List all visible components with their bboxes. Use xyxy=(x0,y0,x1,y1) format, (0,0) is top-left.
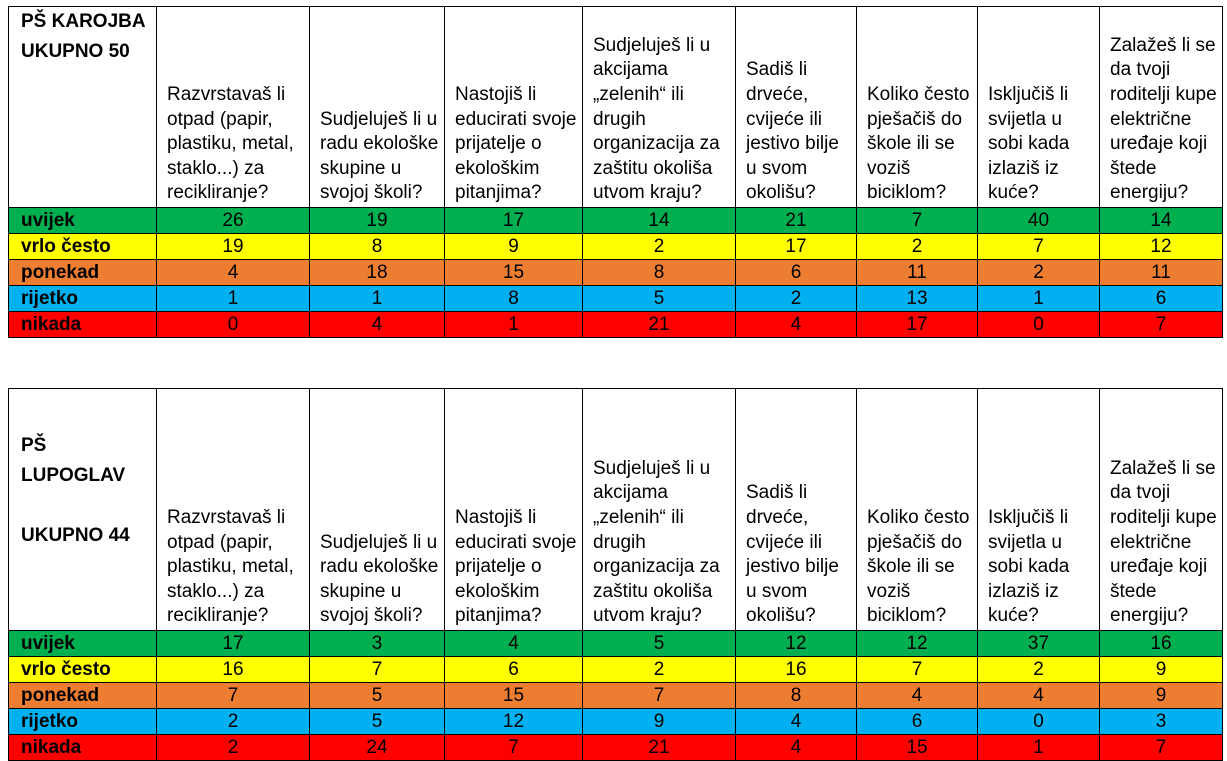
value-cell: 9 xyxy=(445,234,583,260)
value-cell: 7 xyxy=(445,735,583,761)
value-cell: 4 xyxy=(978,683,1100,709)
question-header: Sadiš li drveće, cvijeće ili jestivo bilje u svom okolišu? xyxy=(736,7,857,208)
value-cell: 17 xyxy=(857,312,978,338)
value-cell: 5 xyxy=(583,631,736,657)
value-cell: 1 xyxy=(978,735,1100,761)
value-cell: 0 xyxy=(978,312,1100,338)
value-cell: 2 xyxy=(583,657,736,683)
question-header: Nastojiš li educirati svoje prijatelje o ekološkim pitanjima? xyxy=(445,7,583,208)
question-header: Nastojiš li educirati svoje prijatelje o ekološkim pitanjima? xyxy=(445,389,583,631)
row-rijetko xyxy=(9,286,1223,312)
value-cell: 16 xyxy=(1100,631,1223,657)
value-cell: 5 xyxy=(583,286,736,312)
value-cell: 14 xyxy=(1100,208,1223,234)
row-ponekad xyxy=(9,260,1223,286)
value-cell: 6 xyxy=(1100,286,1223,312)
row-nikada xyxy=(9,735,1223,761)
value-cell: 1 xyxy=(157,286,310,312)
question-header: Sudjeluješ li u radu ekološke skupine u svojoj školi? xyxy=(310,389,445,631)
row-label: nikada xyxy=(9,735,157,761)
row-label: ponekad xyxy=(9,683,157,709)
value-cell: 5 xyxy=(310,683,445,709)
row-label: vrlo često xyxy=(9,657,157,683)
value-cell: 11 xyxy=(1100,260,1223,286)
question-header: Koliko često pješačiš do škole ili se voziš biciklom? xyxy=(857,389,978,631)
value-cell: 3 xyxy=(310,631,445,657)
value-cell: 7 xyxy=(157,683,310,709)
question-header: Sudjeluješ li u akcijama „zelenih“ ili drugih organizacija za zaštitu okoliša utvom kraju? xyxy=(583,389,736,631)
value-cell: 4 xyxy=(736,735,857,761)
value-cell: 37 xyxy=(978,631,1100,657)
value-cell: 9 xyxy=(1100,683,1223,709)
value-cell: 6 xyxy=(736,260,857,286)
value-cell: 12 xyxy=(857,631,978,657)
value-cell: 2 xyxy=(583,234,736,260)
value-cell: 12 xyxy=(445,709,583,735)
row-uvijek xyxy=(9,631,1223,657)
value-cell: 6 xyxy=(857,709,978,735)
question-header: Isključiš li svijetla u sobi kada izlaziš iz kuće? xyxy=(978,389,1100,631)
question-header: Sadiš li drveće, cvijeće ili jestivo bilje u svom okolišu? xyxy=(736,389,857,631)
value-cell: 4 xyxy=(736,312,857,338)
school-cell xyxy=(9,389,157,631)
value-cell: 4 xyxy=(736,709,857,735)
value-cell: 12 xyxy=(1100,234,1223,260)
value-cell: 19 xyxy=(157,234,310,260)
value-cell: 1 xyxy=(445,312,583,338)
value-cell: 8 xyxy=(445,286,583,312)
row-vrlo-cesto xyxy=(9,234,1223,260)
question-header: Zalažeš li se da tvoji roditelji kupe električne uređaje koji štede energiju? xyxy=(1100,389,1223,631)
value-cell: 21 xyxy=(736,208,857,234)
survey-table-karojba xyxy=(8,6,1223,338)
survey-table-lupoglav xyxy=(8,388,1223,761)
question-header: Razvrstavaš li otpad (papir, plastiku, metal, staklo...) za recikliranje? xyxy=(157,7,310,208)
question-header: Sudjeluješ li u radu ekološke skupine u svojoj školi? xyxy=(310,7,445,208)
value-cell: 7 xyxy=(1100,312,1223,338)
school-name: PŠ KAROJBA xyxy=(21,11,146,32)
value-cell: 9 xyxy=(1100,657,1223,683)
value-cell: 2 xyxy=(157,709,310,735)
value-cell: 14 xyxy=(583,208,736,234)
value-cell: 8 xyxy=(310,234,445,260)
row-label: rijetko xyxy=(9,286,157,312)
value-cell: 16 xyxy=(157,657,310,683)
question-header: Zalažeš li se da tvoji roditelji kupe električne uređaje koji štede energiju? xyxy=(1100,7,1223,208)
question-header: Razvrstavaš li otpad (papir, plastiku, metal, staklo...) za recikliranje? xyxy=(157,389,310,631)
value-cell: 7 xyxy=(1100,735,1223,761)
value-cell: 5 xyxy=(310,709,445,735)
row-ponekad xyxy=(9,683,1223,709)
row-uvijek xyxy=(9,208,1223,234)
question-header: Koliko često pješačiš do škole ili se voziš biciklom? xyxy=(857,7,978,208)
value-cell: 7 xyxy=(978,234,1100,260)
school-cell xyxy=(9,7,157,208)
row-label: uvijek xyxy=(9,631,157,657)
value-cell: 17 xyxy=(157,631,310,657)
value-cell: 2 xyxy=(978,260,1100,286)
value-cell: 2 xyxy=(978,657,1100,683)
value-cell: 2 xyxy=(157,735,310,761)
value-cell: 9 xyxy=(583,709,736,735)
value-cell: 7 xyxy=(857,657,978,683)
value-cell: 1 xyxy=(978,286,1100,312)
value-cell: 26 xyxy=(157,208,310,234)
row-label: vrlo često xyxy=(9,234,157,260)
row-label: uvijek xyxy=(9,208,157,234)
value-cell: 15 xyxy=(445,260,583,286)
row-label: rijetko xyxy=(9,709,157,735)
value-cell: 16 xyxy=(736,657,857,683)
value-cell: 4 xyxy=(857,683,978,709)
total-count: UKUPNO 44 xyxy=(21,525,130,546)
value-cell: 7 xyxy=(583,683,736,709)
value-cell: 4 xyxy=(445,631,583,657)
header-row xyxy=(9,7,1223,208)
value-cell: 17 xyxy=(736,234,857,260)
school-name-2: LUPOGLAV xyxy=(21,465,126,486)
value-cell: 8 xyxy=(736,683,857,709)
value-cell: 19 xyxy=(310,208,445,234)
row-nikada xyxy=(9,312,1223,338)
value-cell: 1 xyxy=(310,286,445,312)
value-cell: 21 xyxy=(583,735,736,761)
header-row xyxy=(9,389,1223,631)
value-cell: 11 xyxy=(857,260,978,286)
value-cell: 7 xyxy=(310,657,445,683)
row-rijetko xyxy=(9,709,1223,735)
value-cell: 12 xyxy=(736,631,857,657)
question-header: Isključiš li svijetla u sobi kada izlaziš iz kuće? xyxy=(978,7,1100,208)
question-header: Sudjeluješ li u akcijama „zelenih“ ili drugih organizacija za zaštitu okoliša utvom kraju? xyxy=(583,7,736,208)
value-cell: 24 xyxy=(310,735,445,761)
value-cell: 4 xyxy=(310,312,445,338)
value-cell: 18 xyxy=(310,260,445,286)
value-cell: 40 xyxy=(978,208,1100,234)
value-cell: 0 xyxy=(157,312,310,338)
value-cell: 2 xyxy=(857,234,978,260)
value-cell: 21 xyxy=(583,312,736,338)
value-cell: 13 xyxy=(857,286,978,312)
row-vrlo-cesto xyxy=(9,657,1223,683)
value-cell: 6 xyxy=(445,657,583,683)
spacer xyxy=(21,491,150,521)
value-cell: 15 xyxy=(857,735,978,761)
value-cell: 0 xyxy=(978,709,1100,735)
value-cell: 2 xyxy=(736,286,857,312)
value-cell: 3 xyxy=(1100,709,1223,735)
total-count: UKUPNO 50 xyxy=(21,41,130,62)
school-name: PŠ xyxy=(21,435,47,456)
value-cell: 17 xyxy=(445,208,583,234)
value-cell: 4 xyxy=(157,260,310,286)
row-label: nikada xyxy=(9,312,157,338)
row-label: ponekad xyxy=(9,260,157,286)
value-cell: 7 xyxy=(857,208,978,234)
value-cell: 15 xyxy=(445,683,583,709)
value-cell: 8 xyxy=(583,260,736,286)
